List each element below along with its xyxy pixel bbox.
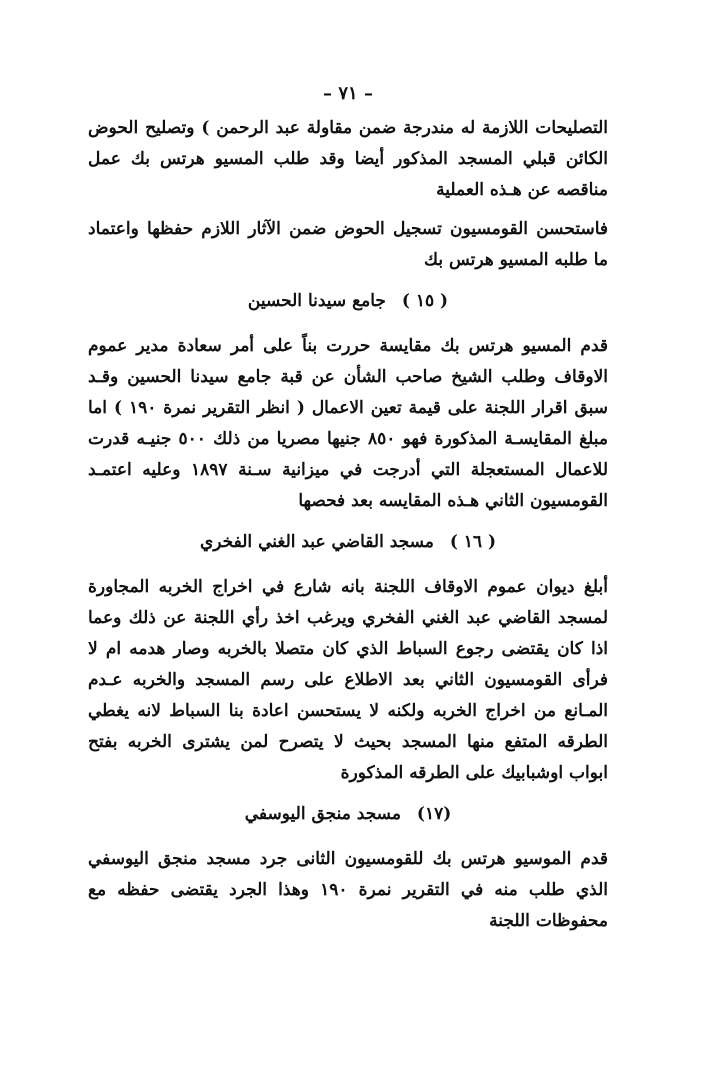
page-number: – ٧١ – [323,83,373,104]
section-heading-16 [88,527,608,558]
section-title: مسجد منجق اليوسفي [244,804,401,824]
section-heading-15 [88,286,608,317]
section-number: ( ١٥ ) [401,291,449,311]
paragraph-5: قدم الموسيو هرتس بك للقومسيون الثانى جرد مسجد منجق اليوسفي الذي طلب منه في التقرير نمرة ١٩٠ وهذا الجرد يقتضى حفظه مع محفوظات اللجنة [88,849,608,931]
section-title: جامع سيدنا الحسين [247,291,386,311]
section-number: (١٧) [416,804,452,824]
paragraph-2: فاستحسن القومسيون تسجيل الحوض ضمن الآثار اللازم حفظها واعتماد ما طلبه المسيو هرتس بك [88,219,608,270]
paragraph-1: التصليحات اللازمة له مندرجة ضمن مقاولة عبد الرحمن ) وتصليح الحوض الكائن قبلي المسجد المذكور أيضا وقد طلب المسيو هرتس بك عمل مناقصه عن هـذه العملية [88,118,608,200]
document-page [88,78,608,1008]
section-title: مسجد القاضي عبد الغني الفخري [199,532,434,552]
section-heading-17 [88,799,608,830]
section-number: ( ١٦ ) [449,532,497,552]
paragraph-3: قدم المسيو هرتس بك مقايسة حررت بناً على أمر سعادة مدير عموم الاوقاف وطلب الشيخ صاحب الشأن عن قبة جامع سيدنا الحسين وقـد سبق اقرار اللجنة على قيمة تعين الاعمال ( انظر التقرير نمرة ١٩٠ ) اما مبلغ المقايسـة المذكورة فهو ٨٥٠ جنيها مصريا من ذلك ٥٠٠ جنيـه قدرت للاعمال المستعجلة التي أدرجت في ميزانية سـنة ١٨٩٧ وعليه اعتمـد القومسيون الثاني هـذه المقايسه بعد فحصها [88,336,608,511]
paragraph-4: أبلغ ديوان عموم الاوقاف اللجنة بانه شارع في اخراج الخربه المجاورة لمسجد القاضي عبد الغني الفخري ويرغب اخذ رأي اللجنة عن ذلك وعما اذا كان يقتضى رجوع السباط الذي كان متصلا بالخربه وصار هدمه ام لا فرأى القومسيون الثاني بعد الاطلاع على رسم المسجد والخربه عـدم المـانع من اخراج الخربه ولكنه لا يستحسن اعادة بنا السباط لانه يغطي الطرقه المتفع منها المسجد بحيث لا يتصرح لمن يشترى الخربه بفتح ابواب اوشبابيك على الطرقه المذكورة [88,577,608,783]
